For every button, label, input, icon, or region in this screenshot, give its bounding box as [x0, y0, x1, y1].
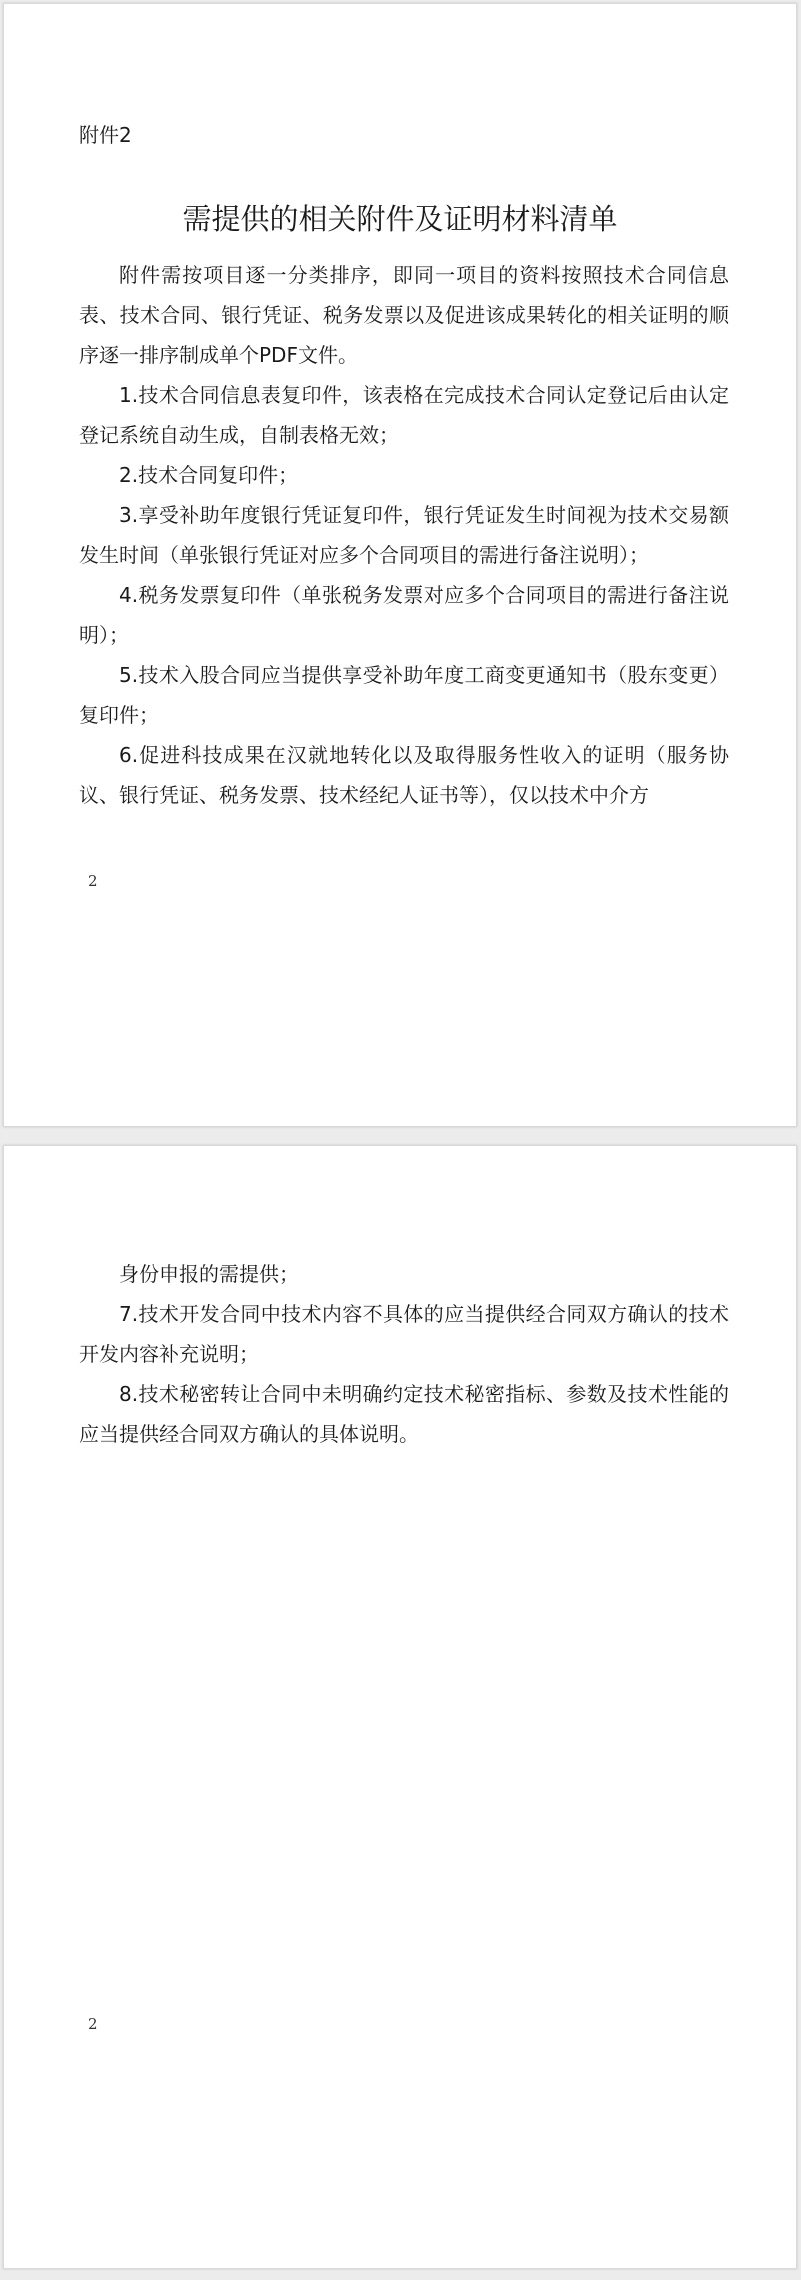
- intro-paragraph: 附件需按项目逐一分类排序，即同一项目的资料按照技术合同信息表、技术合同、银行凭证、税务发票以及促进该成果转化的相关证明的顺序逐一排序制成单个PDF文件。: [79, 263, 729, 367]
- list-item-1: 1.技术合同信息表复印件，该表格在完成技术合同认定登记后由认定登记系统自动生成，自制表格无效；: [79, 383, 729, 447]
- list-item-2: 2.技术合同复印件；: [119, 463, 299, 487]
- list-item-5: 5.技术入股合同应当提供享受补助年度工商变更通知书（股东变更）复印件；: [79, 663, 729, 727]
- body-text: [79, 1254, 729, 1454]
- document-page-2: [3, 1145, 797, 2269]
- document-page-1: [3, 3, 797, 1127]
- list-item-3: 3.享受补助年度银行凭证复印件，银行凭证发生时间视为技术交易额发生时间（单张银行凭证对应多个合同项目的需进行备注说明）；: [79, 503, 729, 567]
- page-number: 2: [88, 872, 98, 890]
- list-item-7: 7.技术开发合同中技术内容不具体的应当提供经合同双方确认的技术开发内容补充说明；: [79, 1302, 729, 1366]
- page-number: 2: [88, 2015, 98, 2033]
- list-item-6: 6.促进科技成果在汉就地转化以及取得服务性收入的证明（服务协议、银行凭证、税务发票、技术经纪人证书等），仅以技术中介方: [79, 743, 729, 807]
- list-item-6-continued: 身份申报的需提供；: [119, 1262, 299, 1286]
- list-item-8: 8.技术秘密转让合同中未明确约定技术秘密指标、参数及技术性能的应当提供经合同双方确认的具体说明。: [79, 1382, 729, 1446]
- list-item-4: 4.税务发票复印件（单张税务发票对应多个合同项目的需进行备注说明）；: [79, 583, 729, 647]
- document-title: 需提供的相关附件及证明材料清单: [182, 202, 618, 236]
- attachment-label: 附件2: [79, 123, 132, 147]
- body-text: [79, 255, 729, 815]
